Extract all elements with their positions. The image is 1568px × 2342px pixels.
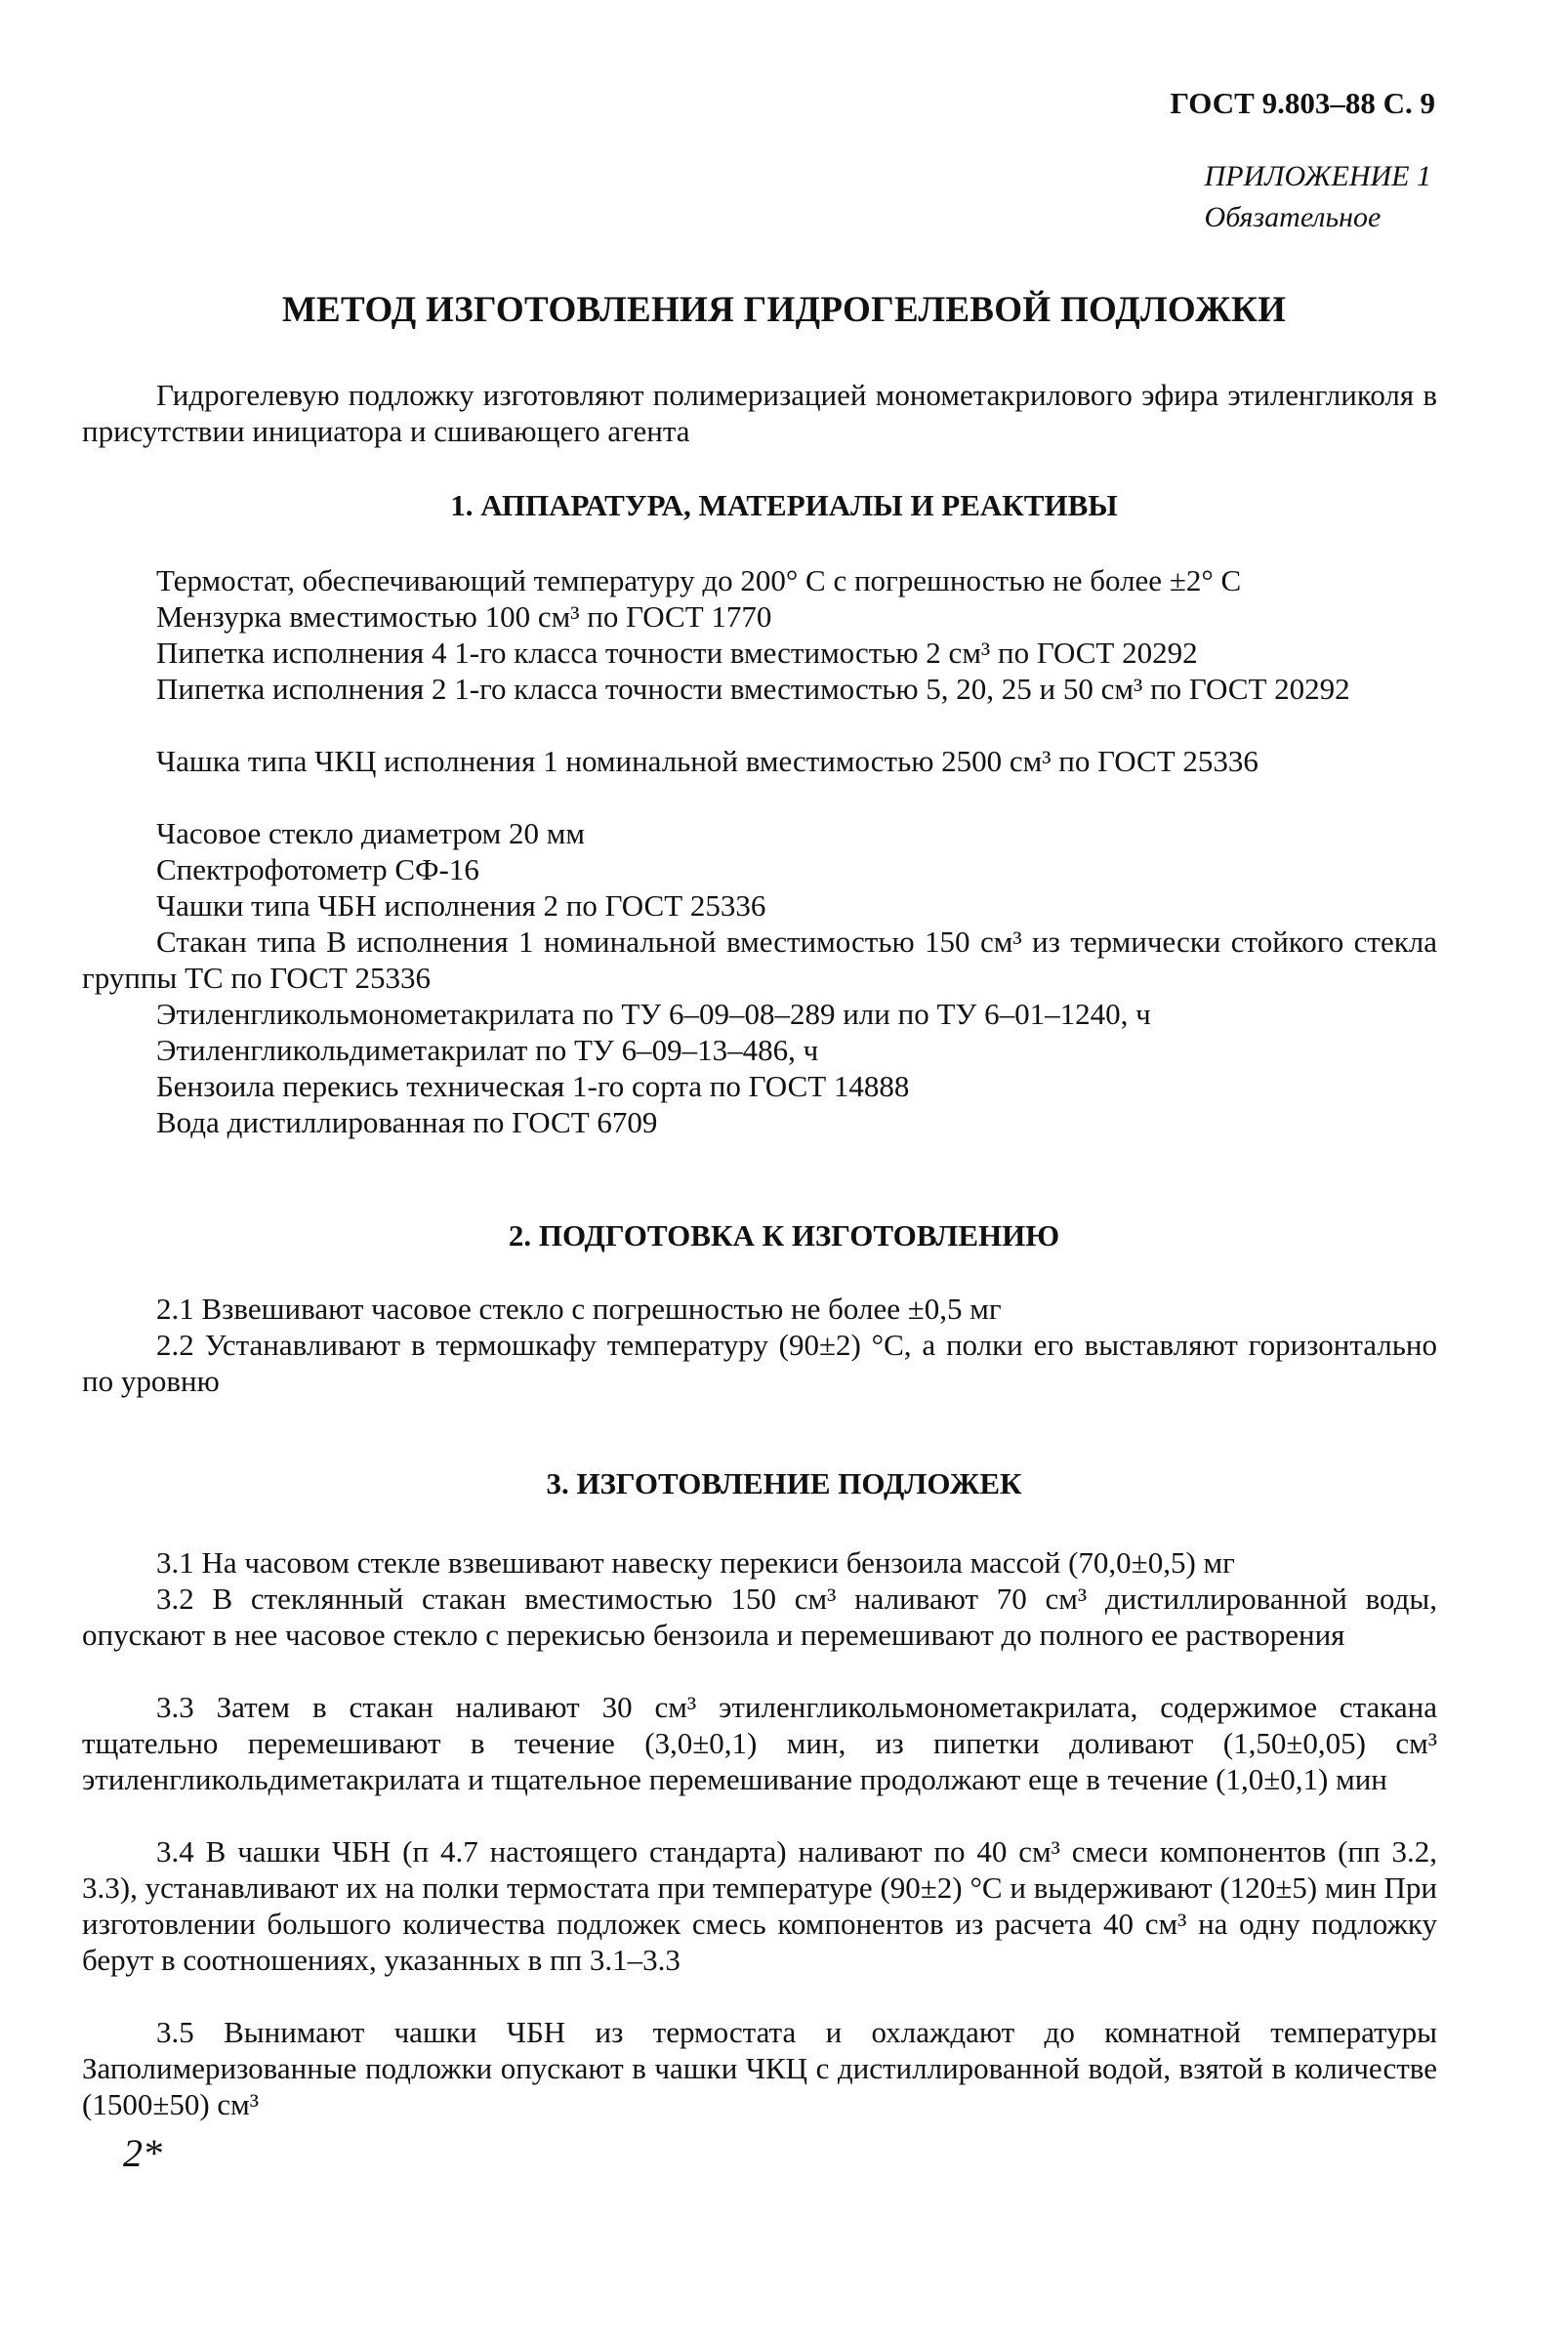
equipment-item: Чашки типа ЧБН исполнения 2 по ГОСТ 25336	[156, 888, 766, 923]
clause-3-3: 3.3 Затем в стакан наливают 30 см³ этиленгликольмонометакрилата, содержимое стакана тщательно перемешивают в течение (3,0±0,1) мин, из пипетки доливают (1,50±0,05) см³ этиленгликольдиметакрилата и тщательное перемешивание продолжают еще в течение (1,0±0,1) мин	[82, 1690, 1437, 1796]
equipment-item: Этиленгликольмонометакрилата по ТУ 6–09–08–289 или по ТУ 6–01–1240, ч	[156, 997, 1151, 1031]
appendix-type: Обязательное	[1204, 201, 1382, 233]
equipment-item: Вода дистиллированная по ГОСТ 6709	[156, 1105, 658, 1139]
appendix-block	[1205, 156, 1431, 238]
equipment-item: Стакан типа В исполнения 1 номинальной вместимостью 150 см³ из термически стойкого стекла группы ТС по ГОСТ 25336	[82, 924, 1437, 995]
clause-3-2: 3.2 В стеклянный стакан вместимостью 150 см³ наливают 70 см³ дистиллированной воды, опускают в нее часовое стекло с перекисью бензоила и перемешивают до полного ее растворения	[82, 1582, 1437, 1652]
appendix-label: ПРИЛОЖЕНИЕ 1	[1204, 160, 1431, 192]
equipment-item: Пипетка исполнения 2 1-го класса точности вместимостью 5, 20, 25 и 50 см³ по ГОСТ 20292	[156, 672, 1350, 706]
equipment-item: Мензурка вместимостью 100 см³ по ГОСТ 1770	[156, 599, 772, 634]
equipment-item: Термостат, обеспечивающий температуру до 200° С с погрешностью не более ±2° С	[156, 563, 1242, 597]
equipment-item: Спектрофотометр СФ-16	[156, 852, 479, 886]
equipment-item: Часовое стекло диаметром 20 мм	[156, 816, 586, 850]
clause-2-2: 2.2 Устанавливают в термошкафу температуру (90±2) °С, а полки его выставляют горизонтально по уровню	[82, 1328, 1437, 1398]
clause-3-1: 3.1 На часовом стекле взвешивают навеску перекиси бензоила массой (70,0±0,5) мг	[156, 1545, 1235, 1580]
equipment-item: Бензоила перекись техническая 1-го сорта по ГОСТ 14888	[156, 1069, 910, 1103]
footer-mark: 2*	[123, 2131, 162, 2175]
equipment-item: Пипетка исполнения 4 1-го класса точности вместимостью 2 см³ по ГОСТ 20292	[156, 636, 1198, 670]
page-reference: ГОСТ 9.803–88 С. 9	[1170, 86, 1435, 120]
clause-3-5: 3.5 Вынимают чашки ЧБН из термостата и охлаждают до комнатной температуры Заполимеризованные подложки опускают в чашки ЧКЦ с дистиллированной водой, взятой в количестве (1500±50) см³	[82, 2015, 1437, 2121]
equipment-item: Этиленгликольдиметакрилат по ТУ 6–09–13–486, ч	[156, 1033, 819, 1067]
clause-2-1: 2.1 Взвешивают часовое стекло с погрешностью не более ±0,5 мг	[156, 1292, 1002, 1326]
section-1-heading: 1. АППАРАТУРА, МАТЕРИАЛЫ И РЕАКТИВЫ	[450, 488, 1118, 522]
intro-paragraph: Гидрогелевую подложку изготовляют полимеризацией монометакрилового эфира этиленгликоля в присутствии инициатора и сшивающего агента	[82, 378, 1437, 448]
document-title: МЕТОД ИЗГОТОВЛЕНИЯ ГИДРОГЕЛЕВОЙ ПОДЛОЖКИ	[281, 290, 1287, 330]
section-2-heading: 2. ПОДГОТОВКА К ИЗГОТОВЛЕНИЮ	[508, 1218, 1060, 1253]
equipment-item: Чашка типа ЧКЦ исполнения 1 номинальной вместимостью 2500 см³ по ГОСТ 25336	[156, 744, 1259, 778]
clause-3-4: 3.4 В чашки ЧБН (п 4.7 настоящего стандарта) наливают по 40 см³ смеси компонентов (пп 3.2, 3.3), устанавливают их на полки термостата при температуре (90±2) °С и выдерживают (120±5) мин При изготовлении большого количества подложек смесь компонентов из расчета 40 см³ на одну подложку берут в соотношениях, указанных в пп 3.1–3.3	[82, 1834, 1437, 1977]
section-3-heading: 3. ИЗГОТОВЛЕНИЕ ПОДЛОЖЕК	[546, 1466, 1022, 1500]
